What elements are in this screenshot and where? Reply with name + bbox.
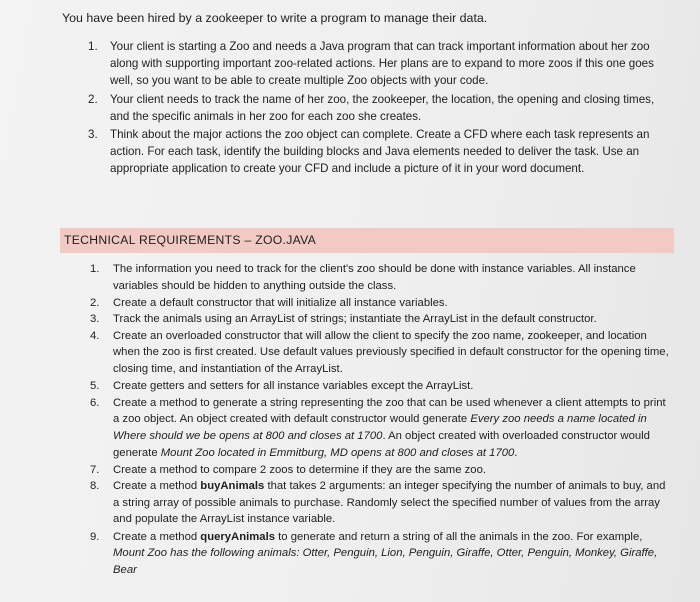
item-number: 3. bbox=[88, 128, 98, 142]
item-text: Your client is starting a Zoo and needs a Java program that can track important information about her zoo along with supporting important zoo-related actions. Her plans are to expand to more zoos if this one goes well, so you want to be able to create multiple Zoo objects with your code. bbox=[110, 40, 654, 88]
requirement-item bbox=[90, 328, 673, 378]
item-number: 5. bbox=[90, 380, 100, 393]
intro-text: You have been hired by a zookeeper to write a program to manage their data. bbox=[62, 11, 488, 25]
item-text: Create a method to generate a string representing the zoo that can be used whenever a client attempts to print a zoo object. An object created with default constructor would generate bbox=[113, 396, 666, 426]
item-text: The information you need to track for the client's zoo should be done with instance variables. All instance variables should be hidden to anything outside the class. bbox=[113, 263, 636, 292]
item-number: 1. bbox=[88, 40, 98, 53]
section-heading: TECHNICAL REQUIREMENTS – ZOO.JAVA bbox=[64, 233, 317, 247]
requirement-item bbox=[90, 478, 673, 528]
requirement-item bbox=[90, 395, 673, 461]
item-text: Think about the major actions the zoo object can complete. Create a CFD where each task represents an action. For each task, identify the building blocks and Java elements needed to deliver the task. Use an appropriate application to create your CFD and include a picture of it in your word document. bbox=[110, 128, 650, 176]
item-text: . An object created with overloaded constructor would generate bbox=[113, 429, 650, 459]
item-text: to generate and return a string of all the animals in the zoo. For example, bbox=[275, 530, 643, 543]
item-text: Track the animals using an ArrayList of strings; instantiate the ArrayList in the default constructor. bbox=[113, 313, 597, 326]
requirement-item bbox=[90, 295, 673, 312]
item-text: Create getters and setters for all instance variables except the ArrayList. bbox=[113, 380, 474, 393]
item-text: Create a method to compare 2 zoos to determine if they are the same zoo. bbox=[113, 463, 486, 476]
item-text: that takes 2 arguments: an integer specifying the number of animals to buy, and a string array of possible animals to purchase. Randomly select the specified number of values from the array and populate the ArrayList instance variable. bbox=[113, 480, 666, 526]
item-text: Create a method bbox=[113, 530, 201, 543]
method-name: queryAnimals bbox=[200, 530, 276, 543]
item-number: 7. bbox=[90, 463, 100, 476]
item-number: 9. bbox=[90, 530, 100, 543]
item-number: 2. bbox=[88, 92, 98, 106]
item-number: 8. bbox=[90, 480, 100, 493]
item-text: Create a method bbox=[113, 480, 201, 493]
requirement-item bbox=[90, 378, 673, 395]
list-item bbox=[88, 38, 672, 90]
list-item bbox=[88, 126, 672, 178]
assignment-list bbox=[88, 38, 672, 179]
example-output-overloaded: Mount Zoo located in Emmitburg, MD opens at 800 and closes at 1700 bbox=[160, 446, 515, 459]
list-item bbox=[88, 91, 672, 125]
requirement-item bbox=[90, 311, 673, 328]
requirements-list bbox=[90, 261, 673, 579]
example-output-default: Every zoo needs a name located in Where should we be opens at 800 and closes at 1700 bbox=[113, 413, 647, 442]
item-text: Create an overloaded constructor that will allow the client to specify the zoo name, zookeeper, and location when the zoo is first created. Use default values previously specified in default constructor for the opening time, closing time, and instantiation of the ArrayList. bbox=[113, 329, 669, 376]
example-output: Mount Zoo has the following animals: Otter, Penguin, Lion, Penguin, Giraffe, Otter, Penguin, Monkey, Giraffe, Bear bbox=[113, 547, 658, 576]
section-banner bbox=[60, 228, 674, 253]
item-number: 2. bbox=[90, 296, 100, 309]
method-name: buyAnimals bbox=[200, 480, 265, 493]
item-number: 3. bbox=[90, 313, 100, 326]
requirement-item bbox=[90, 529, 673, 579]
requirement-item bbox=[90, 462, 673, 479]
requirement-item bbox=[90, 261, 673, 294]
item-number: 4. bbox=[90, 329, 100, 342]
item-text: Your client needs to track the name of her zoo, the zookeeper, the location, the opening and closing times, and the specific animals in her zoo for each zoo she creates. bbox=[110, 92, 655, 123]
item-text: . bbox=[514, 446, 518, 459]
item-number: 6. bbox=[90, 396, 100, 409]
item-number: 1. bbox=[90, 263, 100, 275]
item-text: Create a default constructor that will initialize all instance variables. bbox=[113, 296, 448, 309]
